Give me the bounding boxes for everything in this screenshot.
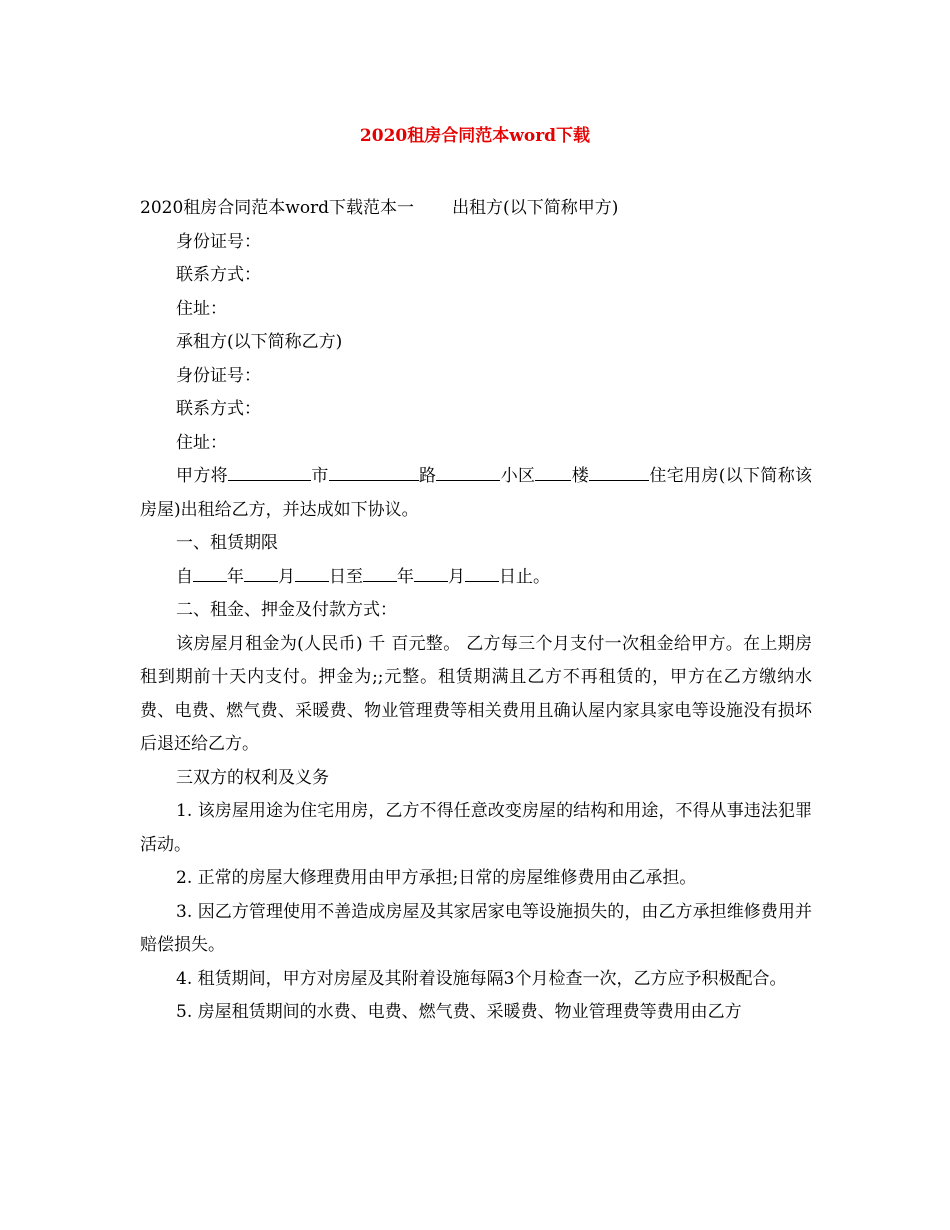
clause-text: 住宅用房(以下简称该房屋)出租给乙方，并达成如下协议。 (140, 466, 813, 520)
fill-blank (295, 580, 329, 582)
fill-blank (193, 580, 227, 582)
fill-blank (589, 479, 649, 481)
clause-text: 路 (418, 466, 437, 486)
landlord-id-line: 身份证号： (176, 231, 261, 252)
clause-text: 月 (448, 566, 465, 587)
list-item: 4. 租赁期间，甲方对房屋及其附着设施每隔3个月检查一次，乙方应予积极配合。 (176, 968, 787, 989)
term-clause (140, 561, 812, 595)
lead-line (140, 192, 812, 226)
fill-blank (535, 479, 571, 481)
fill-blank (436, 479, 500, 481)
document-body (140, 192, 812, 1030)
clause-text: 小区 (500, 466, 536, 486)
section-heading-rights: 三双方的权利及义务 (176, 767, 329, 788)
list-item: 2. 正常的房屋大修理费用由甲方承担;日常的房屋维修费用由乙承担。 (176, 868, 697, 888)
clause-text: 日止。 (499, 566, 550, 587)
clause-text: 月 (278, 566, 295, 587)
clause-text: 年 (227, 566, 244, 587)
fill-blank (329, 479, 419, 481)
landlord-contact-line: 联系方式： (176, 265, 261, 285)
tenant-id-line: 身份证号： (176, 365, 261, 386)
clause-text: 甲方将 (176, 466, 229, 486)
section-heading-term: 一、租赁期限 (176, 533, 278, 553)
fill-blank (363, 580, 397, 582)
clause-text: 楼 (571, 466, 590, 486)
list-item: 3. 因乙方管理使用不善造成房屋及其家居家电等设施损失的，由乙方承担维修费用并赔偿损失。 (140, 901, 812, 955)
clause-text: 日至 (329, 566, 363, 587)
list-item: 1. 该房屋用途为住宅用房，乙方不得任意改变房屋的结构和用途，不得从事违法犯罪活动。 (140, 801, 812, 855)
fill-blank (414, 580, 448, 582)
fill-blank (244, 580, 278, 582)
tenant-address-line: 住址： (176, 432, 227, 453)
lead-text: 2020租房合同范本word下载范本一 (140, 198, 415, 218)
document-title: 2020租房合同范本word下载 (359, 126, 591, 146)
rent-paragraph: 该房屋月租金为(人民币) 千 百元整。 乙方每三个月支付一次租金给甲方。在上期房租到期前十天内支付。押金为;;元整。租赁期满且乙方不再租赁的，甲方在乙方缴纳水费、电费、燃气费、采暖费、物业管理费等相关费用且确认屋内家具家电等设施没有损坏后退还给乙方。 (140, 633, 812, 754)
section-heading-rent: 二、租金、押金及付款方式： (176, 600, 397, 620)
clause-text: 年 (397, 566, 414, 587)
landlord-address-line: 住址： (176, 298, 227, 319)
fill-blank (465, 580, 499, 582)
tenant-label-line: 承租方(以下简称乙方) (176, 332, 343, 352)
clause-text: 市 (311, 466, 329, 486)
property-clause (140, 460, 812, 527)
landlord-label: 出租方(以下简称甲方) (452, 198, 619, 218)
list-item: 5. 房屋租赁期间的水费、电费、燃气费、采暖费、物业管理费等费用由乙方 (176, 1002, 742, 1022)
tenant-contact-line: 联系方式： (176, 399, 261, 419)
clause-text: 自 (176, 566, 193, 587)
fill-blank (228, 479, 311, 481)
